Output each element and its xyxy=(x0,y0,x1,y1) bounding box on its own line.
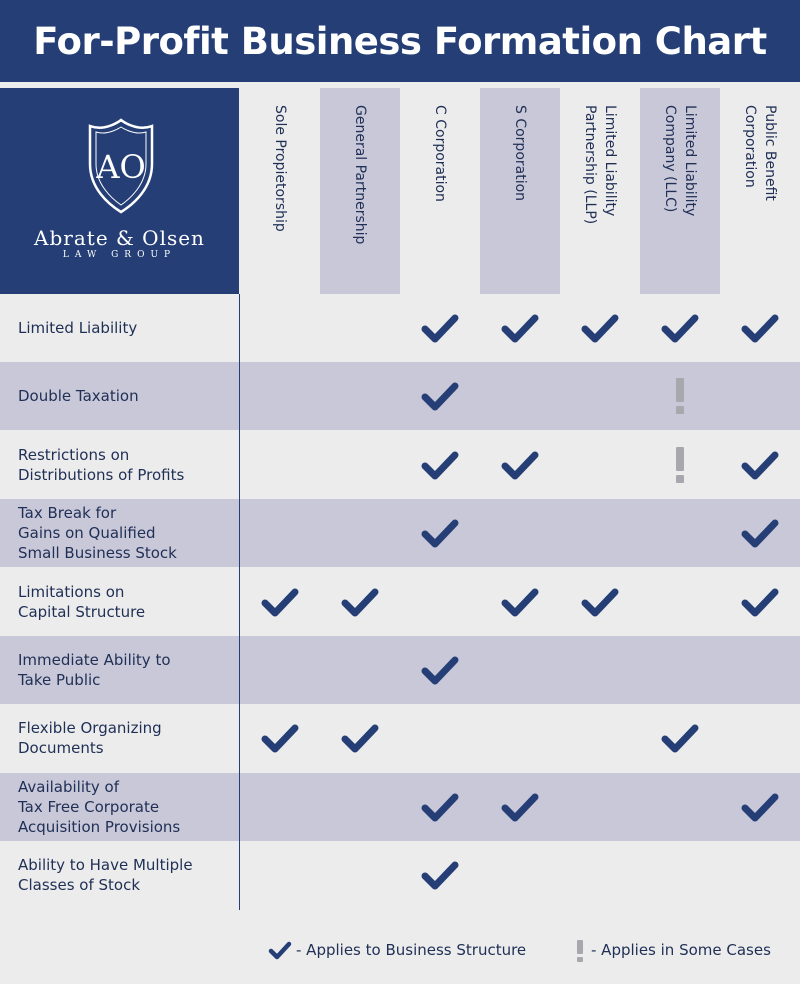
check-icon xyxy=(420,517,460,549)
column-header-line: Company (LLC) xyxy=(662,105,678,213)
check-icon xyxy=(420,380,460,412)
check-icon xyxy=(740,586,780,618)
column-header-label xyxy=(320,88,400,294)
row-label: Limited Liability xyxy=(18,319,138,337)
label-divider xyxy=(239,294,240,910)
column-header-0 xyxy=(240,88,320,294)
check-icon xyxy=(740,517,780,549)
check-icon xyxy=(740,791,780,823)
column-header-label xyxy=(400,88,480,294)
check-icon xyxy=(500,791,540,823)
column-header-1 xyxy=(320,88,400,294)
check-icon xyxy=(420,859,460,891)
column-header-line: General Partnership xyxy=(352,105,368,245)
check-icon xyxy=(500,586,540,618)
logo-monogram: AO xyxy=(96,148,146,186)
check-icon xyxy=(580,312,620,344)
logo-panel xyxy=(0,88,239,294)
legend-check-icon xyxy=(268,940,292,960)
check-icon xyxy=(420,791,460,823)
legend-applies-text: - Applies to Business Structure xyxy=(296,941,527,959)
column-header-3 xyxy=(480,88,560,294)
table-row xyxy=(0,499,800,567)
check-icon xyxy=(660,722,700,754)
check-icon xyxy=(580,586,620,618)
legend-some-cases-text: - Applies in Some Cases xyxy=(591,941,771,959)
column-header-line: Corporation xyxy=(742,105,758,188)
column-header-2 xyxy=(400,88,480,294)
column-header-4 xyxy=(560,88,640,294)
table-row xyxy=(0,773,800,841)
chart-title: For-Profit Business Formation Chart xyxy=(33,19,767,63)
table-row xyxy=(0,294,800,362)
column-header-label xyxy=(560,88,640,294)
column-header-5 xyxy=(640,88,720,294)
check-icon xyxy=(740,312,780,344)
row-label: Flexible Organizing Documents xyxy=(18,719,162,758)
column-header-line: Partnership (LLP) xyxy=(582,105,598,225)
check-icon xyxy=(420,312,460,344)
check-icon xyxy=(340,722,380,754)
table-row xyxy=(0,704,800,772)
check-icon xyxy=(420,449,460,481)
column-header-line: Public Benefit xyxy=(762,105,778,201)
check-icon xyxy=(340,586,380,618)
firm-name: Abrate & Olsen xyxy=(34,226,205,250)
check-icon xyxy=(740,449,780,481)
firm-subtitle: LAW GROUP xyxy=(62,250,177,260)
legend xyxy=(0,916,800,984)
check-icon xyxy=(260,722,300,754)
column-header-line: Limited Liability xyxy=(682,105,698,217)
table-row xyxy=(0,362,800,430)
row-label: Double Taxation xyxy=(18,387,139,406)
row-label: Tax Break for Gains on Qualified Small Business Stock xyxy=(18,504,177,563)
table-row xyxy=(0,431,800,499)
check-icon xyxy=(420,654,460,686)
column-header-label xyxy=(480,88,560,294)
column-header-label xyxy=(640,88,720,294)
row-label: Limitations on Capital Structure xyxy=(18,582,146,621)
column-header-line: S Corporation xyxy=(512,105,528,202)
title-bar xyxy=(0,0,800,82)
column-header-6 xyxy=(720,88,800,294)
column-header-label xyxy=(720,88,800,294)
row-label: Ability to Have Multiple Classes of Stock xyxy=(18,856,193,895)
table-row xyxy=(0,841,800,909)
legend-exclamation-icon xyxy=(575,939,585,963)
column-header-line: Limited Liability xyxy=(602,105,618,217)
row-label: Restrictions on Distributions of Profits xyxy=(18,445,185,484)
shield-logo-icon xyxy=(86,118,156,214)
check-icon xyxy=(500,312,540,344)
check-icon xyxy=(660,312,700,344)
row-label: Immediate Ability to Take Public xyxy=(18,651,171,689)
exclamation-icon xyxy=(674,377,686,415)
exclamation-icon xyxy=(674,446,686,484)
column-header-line: Sole Propietorship xyxy=(272,105,288,232)
table-row xyxy=(0,568,800,636)
column-header-line: C Corporation xyxy=(432,105,448,202)
column-header-label xyxy=(240,88,320,294)
row-label: Availability of Tax Free Corporate Acquisition Provisions xyxy=(18,777,181,836)
table-row xyxy=(0,636,800,704)
check-icon xyxy=(500,449,540,481)
check-icon xyxy=(260,586,300,618)
